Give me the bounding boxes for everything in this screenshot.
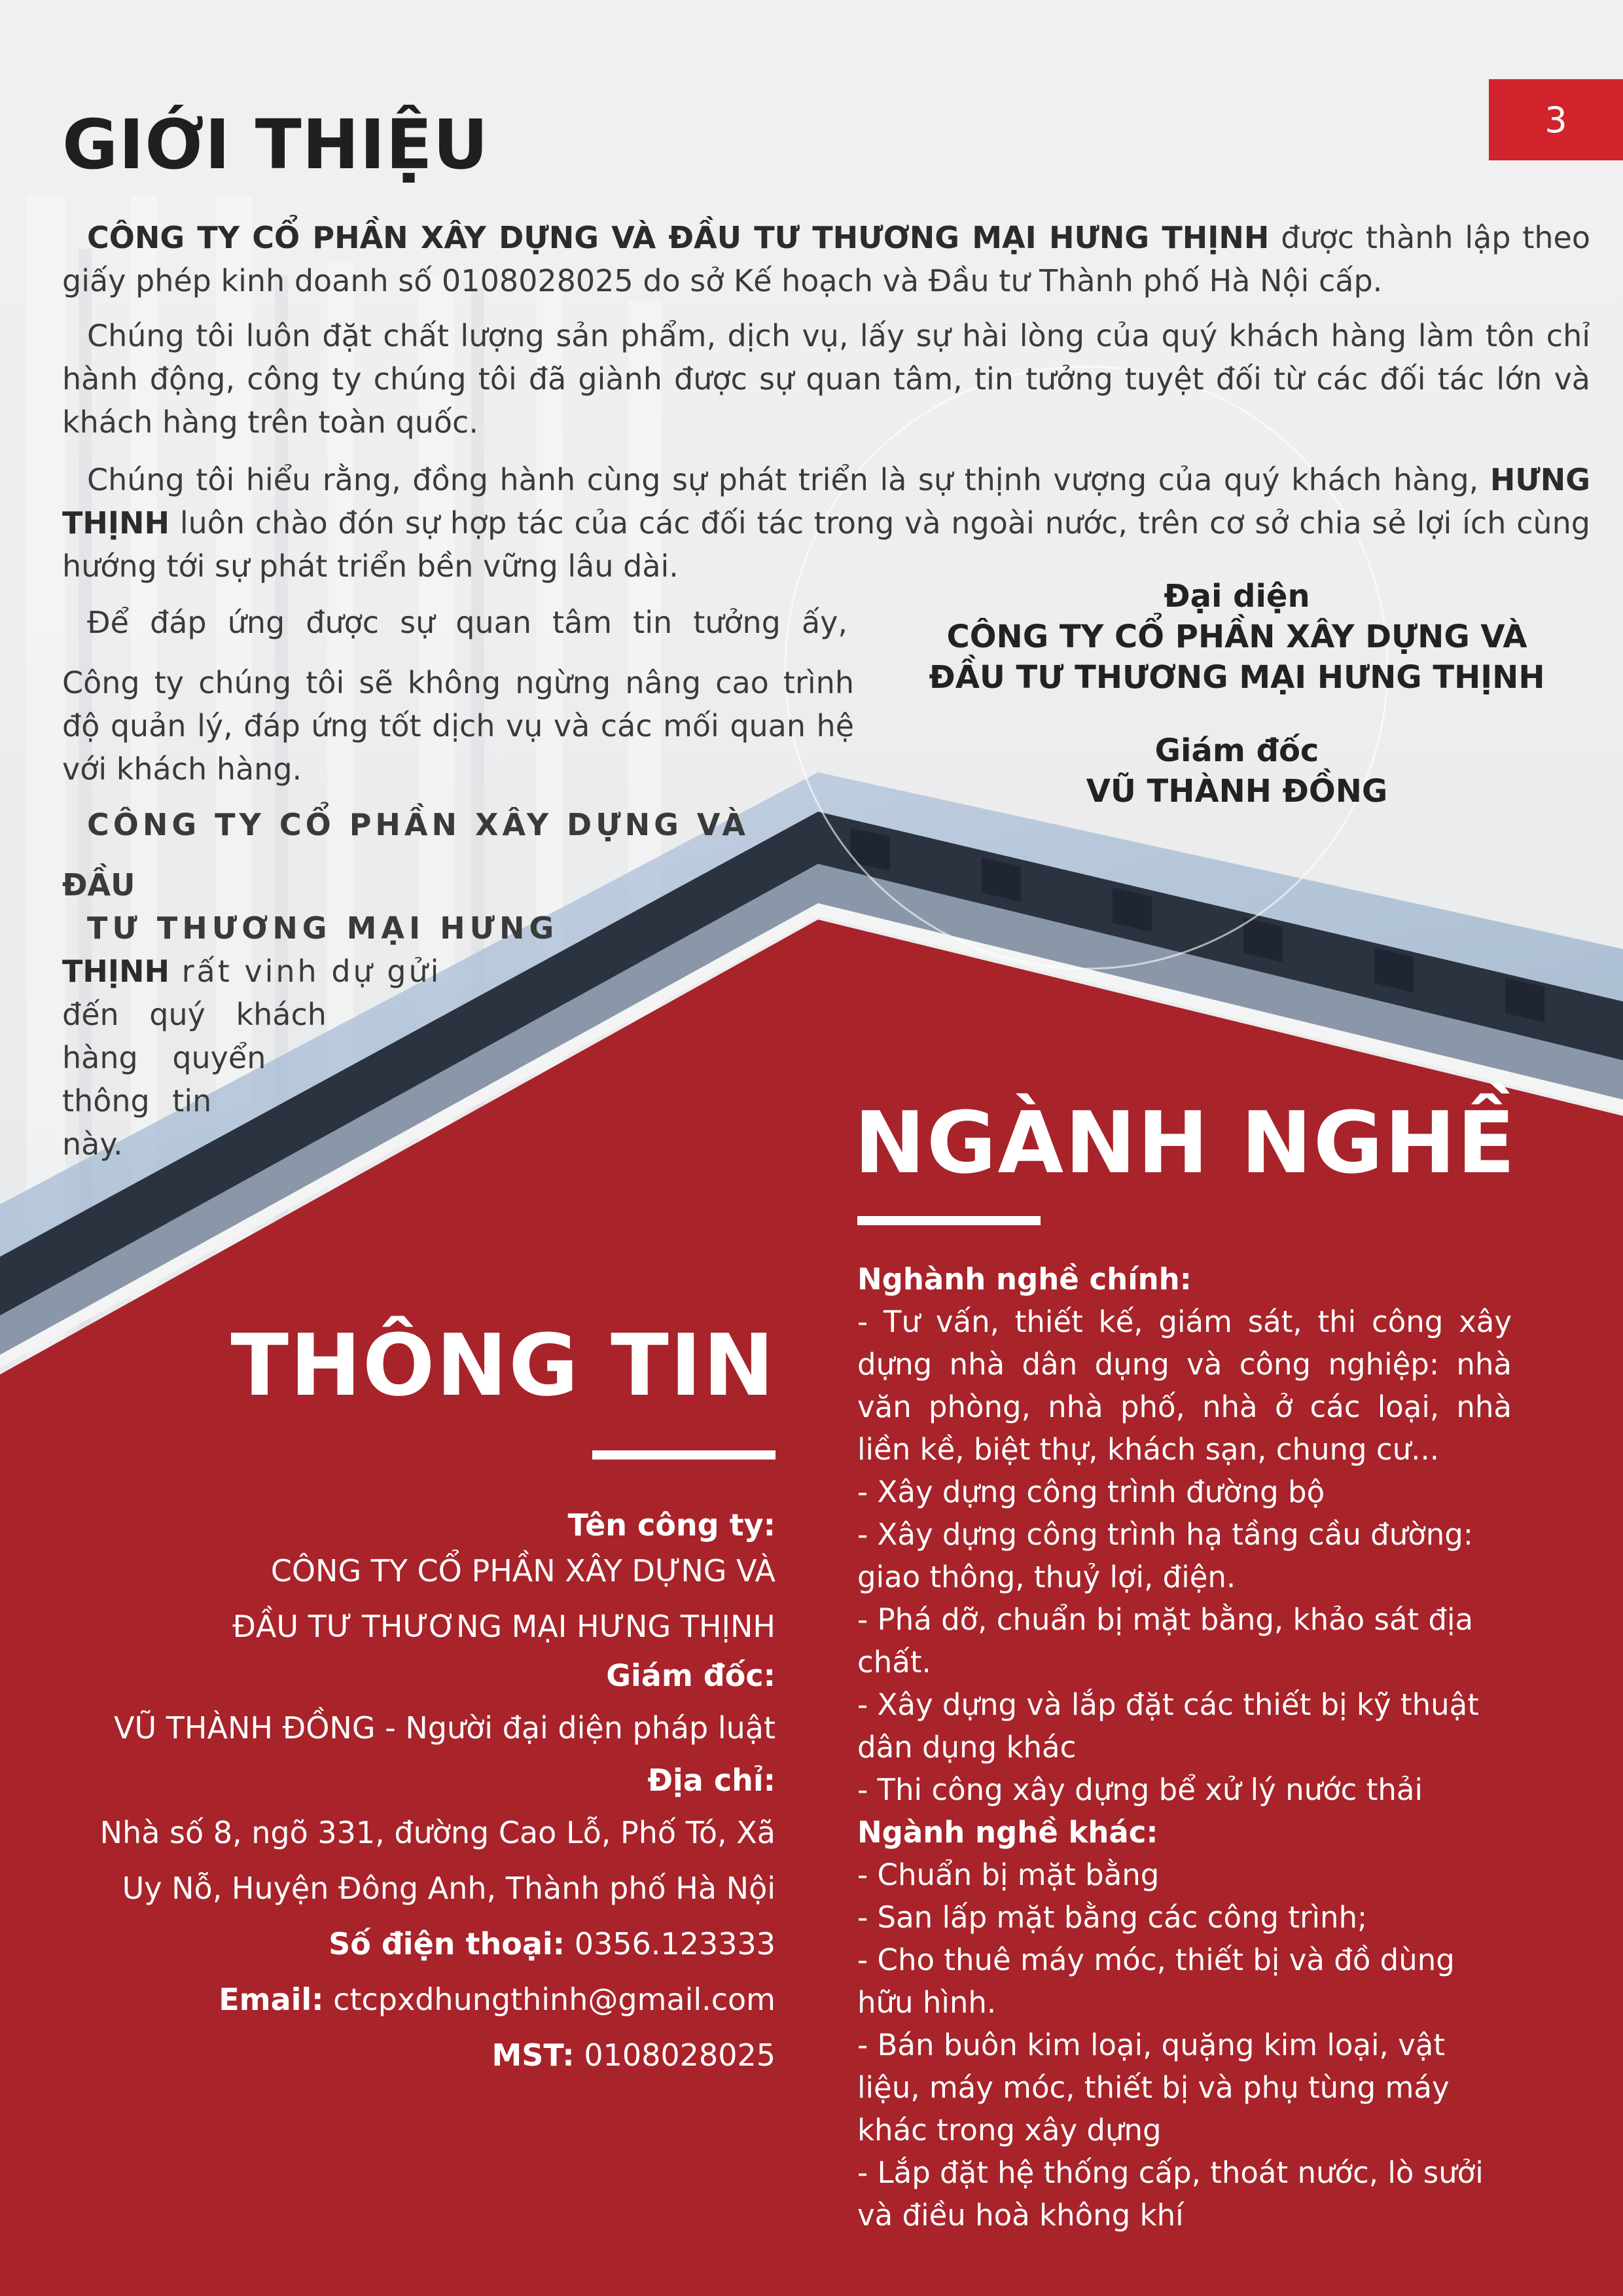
info-address-label: Địa chỉ: xyxy=(647,1763,776,1798)
info-title: THÔNG TIN xyxy=(230,1316,776,1415)
intro-p5-line-a: CÔNG TY CỔ PHẦN XÂY DỰNG VÀ xyxy=(87,807,749,842)
info-address-line1: Nhà số 8, ngõ 331, đường Cao Lỗ, Phố Tó, Xã xyxy=(99,1815,776,1850)
intro-paragraph-5 xyxy=(62,803,749,1166)
signature-name: VŨ THÀNH ĐỒNG xyxy=(1086,773,1388,810)
signature-rep-label: Đại diện xyxy=(1164,578,1310,615)
info-director-value: VŨ THÀNH ĐỒNG - Người đại diện pháp luật xyxy=(114,1710,776,1746)
info-company-label: Tên công ty: xyxy=(567,1507,776,1543)
info-block xyxy=(29,1502,776,2085)
signature-company-line2: ĐẦU TƯ THƯƠNG MẠI HƯNG THỊNH xyxy=(929,659,1545,696)
intro-company-name: CÔNG TY CỔ PHẦN XÂY DỰNG VÀ ĐẦU TƯ THƯƠNG MẠI HƯNG THỊNH xyxy=(87,220,1270,255)
industry-other-item: - San lấp mặt bằng các công trình; xyxy=(857,1900,1368,1935)
industry-title-underline xyxy=(857,1216,1041,1225)
industry-other-item: - Bán buôn kim loại, quặng kim loại, vật liệu, máy móc, thiết bị và phụ tùng máy khác trong xây dựng xyxy=(857,2028,1450,2147)
intro-p3-rest: luôn chào đón sự hợp tác của các đối tác trong và ngoài nước, trên cơ sở chia sẻ lợi ích cùng hướng tới sự phát triển bền vững lâu dài. xyxy=(62,505,1590,584)
intro-p5-line-g: thông tin xyxy=(62,1083,212,1119)
industry-other-item: - Chuẩn bị mặt bằng xyxy=(857,1857,1160,1892)
signature-role: Giám đốc xyxy=(1154,732,1319,769)
industry-main-item: - Xây dựng và lắp đặt các thiết bị kỹ thuật dân dụng khác xyxy=(857,1687,1479,1765)
intro-p5-line-c: TƯ THƯƠNG MẠI HƯNG xyxy=(87,910,559,946)
intro-p5-line-e: đến quý khách xyxy=(62,997,327,1032)
industry-other-item: - Cho thuê máy móc, thiết bị và đồ dùng hữu hình. xyxy=(857,1943,1455,2020)
industry-main-item: - Phá dỡ, chuẩn bị mặt bằng, khảo sát địa chất. xyxy=(857,1602,1474,1679)
info-address-line2: Uy Nỗ, Huyện Đông Anh, Thành phố Hà Nội xyxy=(122,1871,776,1906)
info-email-value: ctcpxdhungthinh@gmail.com xyxy=(323,1982,776,2017)
info-tax-label: MST: xyxy=(491,2037,575,2073)
page-number-badge: 3 xyxy=(1489,79,1623,160)
industry-main-item: - Tư vấn, thiết kế, giám sát, thi công xây dựng nhà dân dụng và công nghiệp: nhà văn phòng, nhà phố, nhà ở các loại, nhà liền kề, biệt thự, khách sạn, chung cư... xyxy=(857,1304,1512,1467)
industry-main-label: Nghành nghề chính: xyxy=(857,1262,1192,1297)
info-title-underline xyxy=(592,1450,776,1460)
info-company-line2: ĐẦU TƯ THƯƠNG MẠI HƯNG THỊNH xyxy=(232,1609,776,1644)
info-tax-value: 0108028025 xyxy=(574,2037,776,2073)
info-director-label: Giám đốc: xyxy=(606,1658,776,1693)
industry-other-label: Ngành nghề khác: xyxy=(857,1815,1158,1850)
info-phone-label: Số điện thoại: xyxy=(329,1926,565,1962)
intro-p5-line-h: này. xyxy=(62,1126,123,1162)
intro-paragraph-1 xyxy=(62,216,1590,302)
intro-paragraph-4-line1: Để đáp ứng được sự quan tâm tin tưởng ấy, xyxy=(87,605,847,640)
info-company-line1: CÔNG TY CỔ PHẦN XÂY DỰNG VÀ xyxy=(270,1553,776,1588)
signature-block xyxy=(903,576,1571,812)
industry-other-item: - Lắp đặt hệ thống cấp, thoát nước, lò sưởi và điều hoà không khí xyxy=(857,2155,1484,2233)
intro-paragraph-4: Công ty chúng tôi sẽ không ngừng nâng cao trình độ quản lý, đáp ứng tốt dịch vụ và các mối quan hệ với khách hàng. xyxy=(62,665,854,787)
intro-p5-line-d xyxy=(62,950,749,993)
info-email-label: Email: xyxy=(219,1982,324,2017)
industry-block xyxy=(857,1258,1512,2236)
intro-p5-d-text: rất vinh dự gửi xyxy=(169,954,442,989)
info-phone xyxy=(29,1914,776,1973)
intro-p3-start: Chúng tôi hiểu rằng, đồng hành cùng sự phát triển là sự thịnh vượng của quý khách hàng, xyxy=(87,462,1479,497)
info-email xyxy=(29,1973,776,2026)
industry-title: NGÀNH NGHỀ xyxy=(854,1093,1517,1193)
industry-main-item: - Xây dựng công trình hạ tầng cầu đường: giao thông, thuỷ lợi, điện. xyxy=(857,1517,1474,1594)
intro-paragraph-3 xyxy=(62,458,1590,588)
intro-p1-text: được thành lập theo giấy phép kinh doanh số 0108028025 do sở Kế hoạch và Đầu tư Thành phố Hà Nội cấp. xyxy=(62,220,1590,298)
info-tax xyxy=(29,2026,776,2085)
intro-p3-brand: HƯNG THỊNH xyxy=(62,462,1590,541)
intro-paragraph-2: Chúng tôi luôn đặt chất lượng sản phẩm, dịch vụ, lấy sự hài lòng của quý khách hàng làm tôn chỉ hành động, công ty chúng tôi đã giành được sự quan tâm, tin tưởng tuyệt đối từ các đối tác lớn và khách hàng trên toàn quốc. xyxy=(62,318,1590,440)
intro-title: GIỚI THIỆU xyxy=(62,105,489,185)
intro-p5-line-b: ĐẦU xyxy=(62,867,135,903)
intro-p5-line-f: hàng quyển xyxy=(62,1040,266,1075)
industry-main-item: - Xây dựng công trình đường bộ xyxy=(857,1475,1325,1509)
signature-company-line1: CÔNG TY CỔ PHẦN XÂY DỰNG VÀ xyxy=(946,619,1527,655)
info-phone-value: 0356.123333 xyxy=(565,1926,776,1962)
industry-main-item: - Thi công xây dựng bể xử lý nước thải xyxy=(857,1772,1423,1807)
intro-p5-brand: THỊNH xyxy=(62,954,169,989)
